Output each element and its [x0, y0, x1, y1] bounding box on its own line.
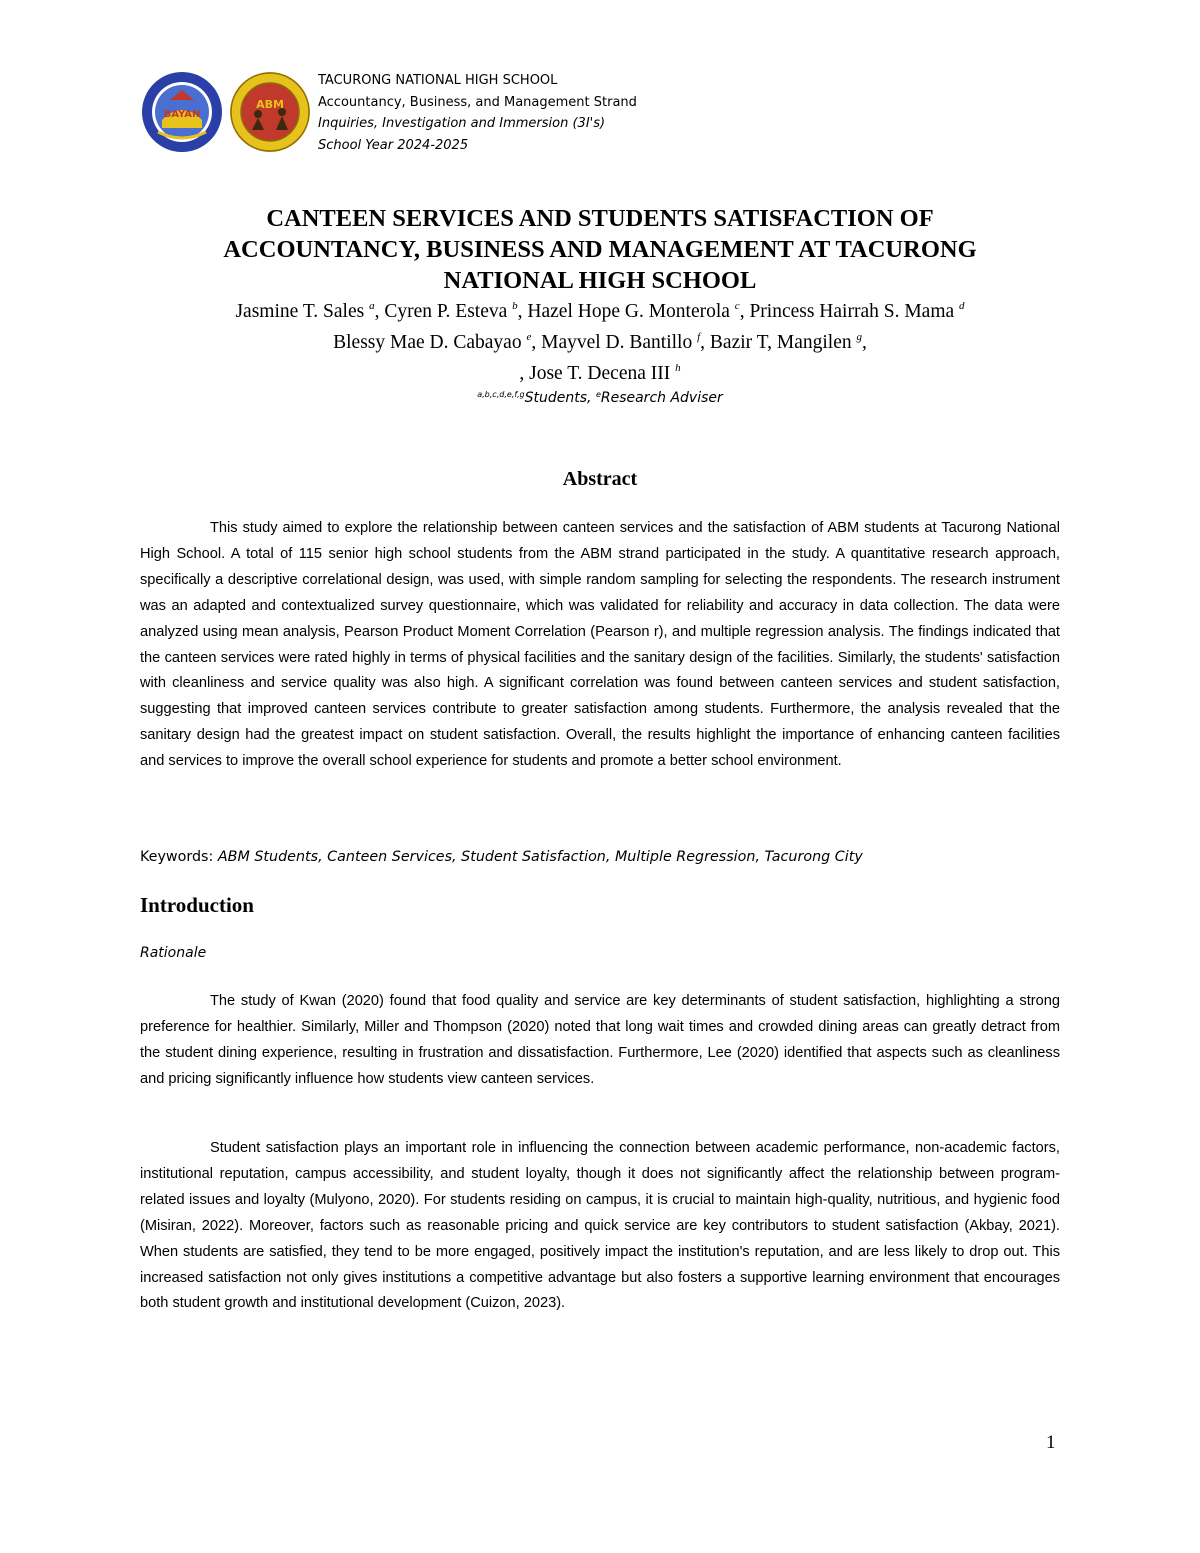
school-year: School Year 2024-2025 [318, 137, 469, 153]
left-logo-label: BAYAN [163, 109, 201, 120]
keywords-line [140, 849, 1060, 865]
header-logos [140, 70, 310, 154]
author-mark: e [526, 331, 532, 343]
author-sep: , [700, 332, 710, 353]
author-name: Princess Hairrah S. Mama [749, 301, 955, 322]
author-sep: , [374, 301, 385, 322]
author-mark: d [959, 300, 965, 312]
rationale-subheading: Rationale [140, 945, 207, 961]
author-name: Blessy Mae D. Cabayao [333, 332, 522, 353]
author-mark: a [369, 300, 375, 312]
title-line-3: NATIONAL HIGH SCHOOL [443, 267, 757, 294]
author-name: Hazel Hope G. Monterola [527, 301, 730, 322]
author-affiliation [300, 390, 900, 406]
students-mark: a,b,c,d,e,f,g [477, 390, 525, 399]
keywords-list: ABM Students, Canteen Services, Student Satisfaction, Multiple Regression, Tacurong City [213, 849, 863, 865]
author-mark: c [734, 300, 740, 312]
author-line-2 [120, 327, 1080, 358]
school-seal-logo [140, 70, 224, 154]
intro-paragraph-2-text: Student satisfaction plays an important role in influencing the connection between academic performance, non-academic factors, institutional reputation, campus accessibility, and student loyalty, though it does not significantly affect the relationship between program-related issues and loyalty (Mulyono, 2020). For students residing on campus, it is crucial to maintain high-quality, nutritious, and hygienic food (Misiran, 2022). Moreover, factors such as reasonable pricing and quick service are key contributors to student satisfaction (Akbay, 2021). When students are satisfied, they tend to be more engaged, positively impact the institution's reputation, and are less likely to drop out. This increased satisfaction not only gives institutions a competitive advantage but also fosters a supportive learning environment that encourages both student growth and institutional development (Cuizon, 2023). [140, 1140, 1060, 1312]
title-line-1: CANTEEN SERVICES AND STUDENTS SATISFACTION OF [266, 205, 934, 232]
author-name: Mayvel D. Bantillo [541, 332, 693, 353]
author-name: Bazir T, Mangilen [709, 332, 852, 353]
school-name: TACURONG NATIONAL HIGH SCHOOL [318, 73, 558, 88]
author-sep: , [739, 301, 750, 322]
adviser-mark: e [595, 390, 601, 399]
author-name: , Jose T. Decena III [519, 363, 671, 384]
introduction-heading: Introduction [140, 893, 254, 917]
abm-seal-logo [228, 70, 312, 154]
author-line-1 [120, 296, 1080, 327]
right-logo-label: ABM [256, 98, 284, 111]
subject-name: Inquiries, Investigation and Immersion (3I's) [318, 116, 606, 131]
author-name: Cyren P. Esteva [384, 301, 508, 322]
abstract-heading: Abstract [562, 468, 638, 490]
author-mark: f [697, 331, 701, 343]
students-label: Students, [524, 390, 596, 406]
author-name: Jasmine T. Sales [235, 301, 365, 322]
page-number: 1 [1046, 1432, 1056, 1453]
author-trailing-comma: , [861, 332, 867, 353]
intro-paragraph-2 [140, 1136, 1060, 1317]
author-line-3 [120, 358, 1080, 389]
author-mark: g [856, 331, 862, 343]
title-line-2: ACCOUNTANCY, BUSINESS AND MANAGEMENT AT TACURONG [223, 236, 977, 263]
intro-paragraph-1 [140, 989, 1060, 1093]
abstract-text: This study aimed to explore the relationship between canteen services and the satisfaction of ABM students at Tacurong National High School. A total of 115 senior high school students from the ABM strand participated in the study. A quantitative research approach, specifically a descriptive correlational design, was used, with simple random sampling for selecting the respondents. The research instrument was an adapted and contextualized survey questionnaire, which was validated for reliability and accuracy in data collection. The data were analyzed using mean analysis, Pearson Product Moment Correlation (Pearson r), and multiple regression analysis. The findings indicated that the canteen services were rated highly in terms of physical facilities and the sanitary design of the facilities. Similarly, the students' satisfaction with cleanliness and service quality was also high. A significant correlation was found between canteen services and student satisfaction, suggesting that improved canteen services contribute to greater satisfaction among students. Furthermore, the analysis revealed that the sanitary design had the greatest impact on student satisfaction. Overall, the results highlight the importance of enhancing canteen facilities and services to improve the overall school experience for students and promote a better school environment. [140, 520, 1060, 770]
author-sep: , [517, 301, 528, 322]
adviser-label: Research Adviser [600, 390, 723, 406]
author-mark: h [675, 362, 681, 374]
abstract-paragraph [140, 516, 1060, 775]
strand-name: Accountancy, Business, and Management Strand [318, 94, 637, 110]
document-header [318, 70, 637, 156]
paper-title [140, 203, 1060, 296]
author-sep: , [531, 332, 542, 353]
keywords-label: Keywords: [140, 849, 214, 865]
intro-paragraph-1-text: The study of Kwan (2020) found that food quality and service are key determinants of student satisfaction, highlighting a strong preference for healthier. Similarly, Miller and Thompson (2020) noted that long wait times and crowded dining areas can greatly detract from the student dining experience, resulting in frustration and dissatisfaction. Furthermore, Lee (2020) identified that aspects such as cleanliness and pricing significantly influence how students view canteen services. [140, 993, 1060, 1087]
author-mark: b [512, 300, 518, 312]
